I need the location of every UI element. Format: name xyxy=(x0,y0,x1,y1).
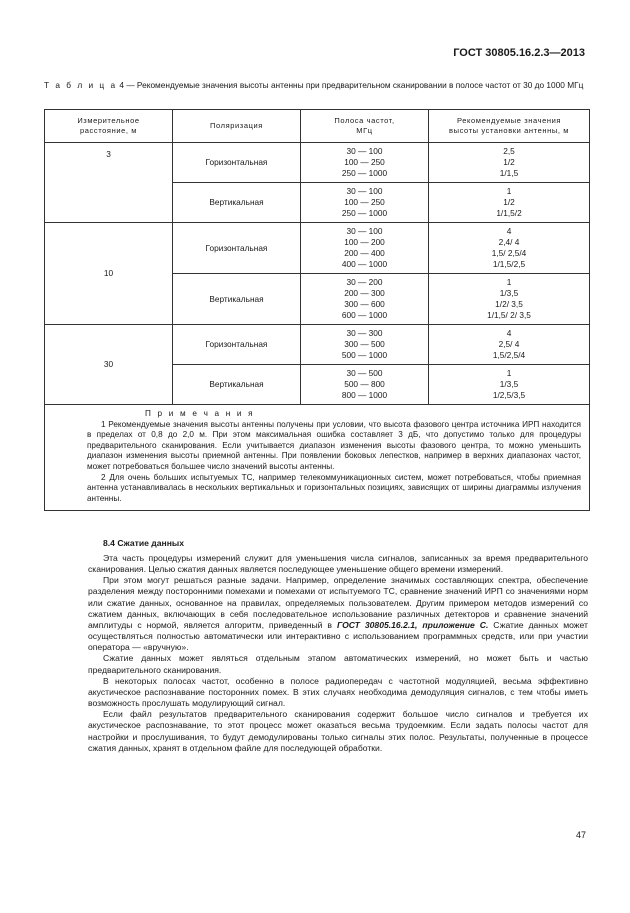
polarization-cell: Вертикальная xyxy=(173,183,301,223)
page-number: 47 xyxy=(575,830,586,840)
antenna-height-table xyxy=(44,109,590,511)
height-cell: 1 1/3,5 1/2,5/3,5 xyxy=(429,365,590,405)
table-caption-text: 4 — Рекомендуемые значения высоты антенны при предварительном сканировании в полосе частот от 30 до 1000 МГц xyxy=(117,80,584,90)
band-cell: 30 — 500 500 — 800 800 — 1000 xyxy=(301,365,429,405)
table-notes xyxy=(45,405,590,511)
band-cell: 30 — 100 100 — 250 250 — 1000 xyxy=(301,143,429,183)
paragraph-3: Сжатие данных может являться отдельным этапом автоматических измерений, но может быть и частью предварительного сканирования. xyxy=(88,653,588,675)
table-notes-row xyxy=(45,405,590,511)
header-polarization: Поляризация xyxy=(173,110,301,143)
height-cell: 1 1/3,5 1/2/ 3,5 1/1,5/ 2/ 3,5 xyxy=(429,274,590,325)
polarization-cell: Горизонтальная xyxy=(173,143,301,183)
table-caption-label: Т а б л и ц а xyxy=(44,80,118,90)
section-body xyxy=(88,553,588,754)
table-row xyxy=(45,223,590,274)
distance-cell: 3 xyxy=(45,143,173,223)
polarization-cell: Горизонтальная xyxy=(173,325,301,365)
polarization-cell: Вертикальная xyxy=(173,365,301,405)
header-height: Рекомендуемые значения высоты установки антенны, м xyxy=(429,110,590,143)
band-cell: 30 — 200 200 — 300 300 — 600 600 — 1000 xyxy=(301,274,429,325)
note-1: 1 Рекомендуемые значения высоты антенны получены при условии, что высота фазового центра источника ИРП находится в пределах от 0,8 до 2,0 м. При этом максимальная ошибка составляет 3 дБ, что допустимо только для процедуры предварительного сканирования. Если учитывается диапазон изменения высоты фазового центра, то можно уменьшить диапазон изменения высоты приемной антенны. При появлении боковых лепестков, например в верхних диапазонах частот, может потребоваться большее число значений высоты антенны. xyxy=(87,419,581,471)
header-distance: Измерительное расстояние, м xyxy=(45,110,173,143)
paragraph-5: Если файл результатов предварительного сканирования содержит большое число сигналов и требуется их акустическое распознавание, то этот процесс может оказаться весьма трудоемким. Если задать полосы частот для настройки и прослушивания, то будут демодулированы только сигналы этих полос. Результаты, полученные в процессе сжатия данных, хранят в отдельном файле для последующей обработки. xyxy=(88,709,588,753)
table-row xyxy=(45,143,590,183)
height-cell: 2,5 1/2 1/1,5 xyxy=(429,143,590,183)
note-2: 2 Для очень больших испытуемых ТС, например телекоммуникационных систем, может потребоваться, чтобы приемная антенна устанавливалась в нескольких вертикальных и горизонтальных позициях, зависящих от ширины диаграммы излучения антенны. xyxy=(87,472,581,503)
notes-heading: П р и м е ч а н и я xyxy=(145,409,255,418)
height-cell: 4 2,4/ 4 1,5/ 2,5/4 1/1,5/2,5 xyxy=(429,223,590,274)
table-row xyxy=(45,325,590,365)
table-header-row xyxy=(45,110,590,143)
band-cell: 30 — 100 100 — 200 200 — 400 400 — 1000 xyxy=(301,223,429,274)
standard-code: ГОСТ 30805.16.2.3—2013 xyxy=(453,47,585,59)
band-cell: 30 — 100 100 — 250 250 — 1000 xyxy=(301,183,429,223)
distance-cell: 10 xyxy=(45,223,173,325)
paragraph-1: Эта часть процедуры измерений служит для уменьшения числа сигналов, записанных за время предварительного сканирования. Целью сжатия данных является последующее уменьшение общего времени измерений. xyxy=(88,553,588,575)
distance-cell: 30 xyxy=(45,325,173,405)
table-caption xyxy=(44,79,589,91)
header-band: Полоса частот, МГц xyxy=(301,110,429,143)
height-cell: 1 1/2 1/1,5/2 xyxy=(429,183,590,223)
height-cell: 4 2,5/ 4 1,5/2,5/4 xyxy=(429,325,590,365)
standard-reference: ГОСТ 30805.16.2.1, приложение С. xyxy=(336,619,489,630)
paragraph-2: При этом могут решаться разные задачи. Например, определение значимых составляющих спектра, обеспечение разделения между посторонними помехами и помехами от испытуемого ТС, сравнение значений ИРП со значениями норм или сжатие данных, основанное на правилах, определяемых пользователем. Другим примером методов измерений со сжатием данных, включающих в себя последовательное использование различных детекторов и сравнение значений амплитуды с нормой, является алгоритм, приведенный в ГОСТ 30805.16.2.1, приложение С. Сжатие данных может осуществляться полностью автоматически или интерактивно с использованием программных средств, или при участии оператора — «вручную». xyxy=(88,575,588,653)
band-cell: 30 — 300 300 — 500 500 — 1000 xyxy=(301,325,429,365)
section-heading: 8.4 Сжатие данных xyxy=(103,538,185,548)
polarization-cell: Вертикальная xyxy=(173,274,301,325)
paragraph-4: В некоторых полосах частот, особенно в полосе радиопередач с частотной модуляцией, весьма эффективно акустическое распознавание посторонних помех. В этих случаях необходима демодуляция сигналов, с тем чтобы иметь возможность прослушать модулирующий сигнал. xyxy=(88,675,588,709)
polarization-cell: Горизонтальная xyxy=(173,223,301,274)
